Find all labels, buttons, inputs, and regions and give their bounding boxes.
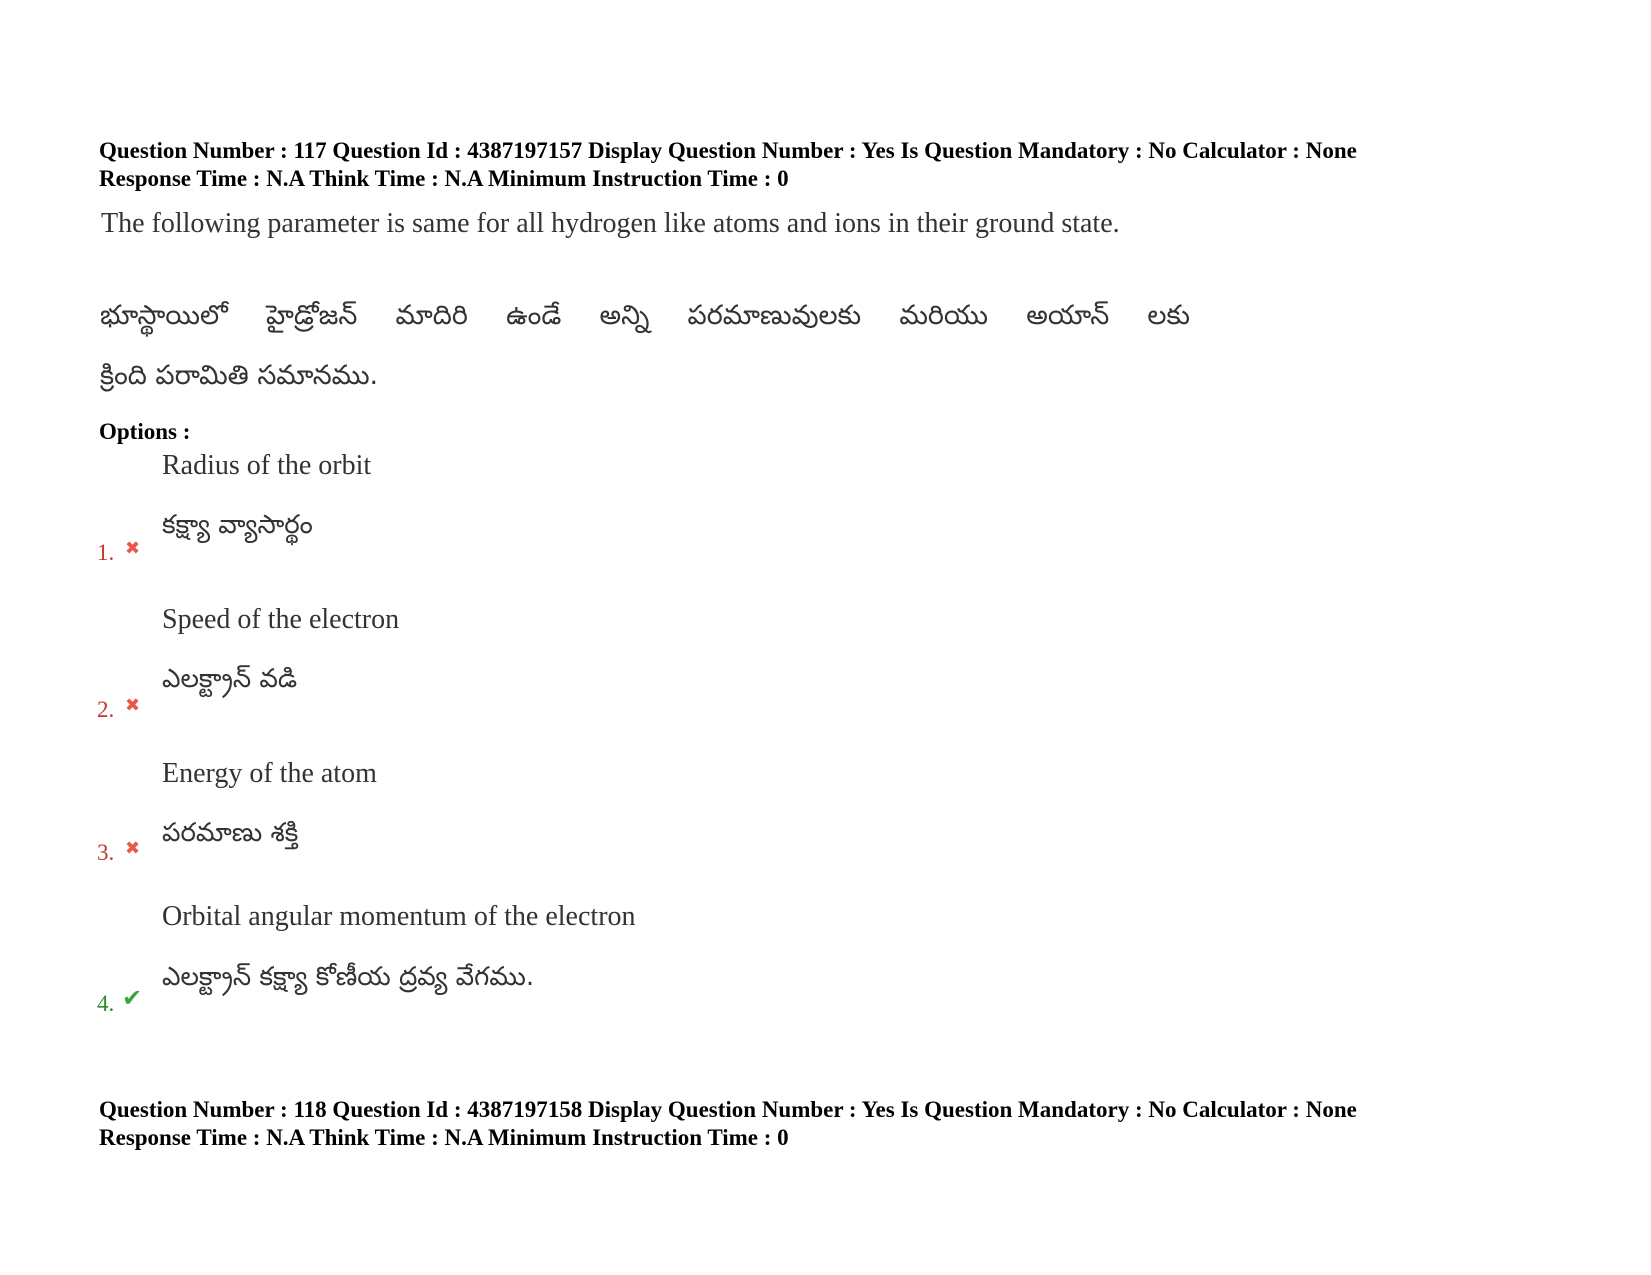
check-icon: ✔ — [122, 984, 143, 1012]
question-117-meta-line2: Response Time : N.A Think Time : N.A Minimum Instruction Time : 0 — [99, 166, 789, 191]
cross-icon: ✖ — [125, 538, 141, 559]
option-3-text-te: పరమాణు శక్తి — [162, 818, 299, 848]
option-2-text-en: Speed of the electron — [162, 604, 400, 635]
option-2-text-te: ఎలక్ట్రాన్ వడి — [162, 664, 298, 694]
option-3-number: 3. — [97, 840, 115, 865]
question-118-meta-line1: Question Number : 118 Question Id : 4387197158 Display Question Number : Yes Is Question Mandatory : No Calculator : None — [99, 1097, 1357, 1122]
option-1-number: 1. — [97, 540, 115, 565]
options-label: Options : — [99, 419, 191, 444]
option-4-number: 4. — [97, 991, 115, 1016]
question-118-meta-line2: Response Time : N.A Think Time : N.A Minimum Instruction Time : 0 — [99, 1125, 789, 1150]
option-2-number: 2. — [97, 697, 115, 722]
option-4-text-te: ఎలక్ట్రాన్ కక్ష్యా కోణీయ ద్రవ్య వేగము. — [162, 962, 535, 992]
cross-icon: ✖ — [125, 838, 141, 859]
question-117-text-te-line2: క్రింది పరామితి సమానము. — [100, 360, 379, 391]
question-117-meta-line1: Question Number : 117 Question Id : 4387197157 Display Question Number : Yes Is Question Mandatory : No Calculator : None — [99, 138, 1357, 163]
question-117-text-en: The following parameter is same for all hydrogen like atoms and ions in their ground state. — [101, 208, 1120, 239]
option-1-text-en: Radius of the orbit — [162, 450, 372, 481]
question-118-header — [99, 1096, 1357, 1152]
cross-icon: ✖ — [125, 695, 141, 716]
question-117-text-te-line1: భూస్థాయిలో హైడ్రోజన్ మాదిరి ఉండే అన్ని పరమాణువులకు మరియు అయాన్ లకు — [100, 300, 1190, 331]
option-4-text-en: Orbital angular momentum of the electron — [162, 901, 636, 932]
question-117-header — [99, 137, 1357, 193]
option-3-text-en: Energy of the atom — [162, 758, 377, 789]
option-1-text-te: కక్ష్యా వ్యాసార్థం — [162, 510, 313, 540]
